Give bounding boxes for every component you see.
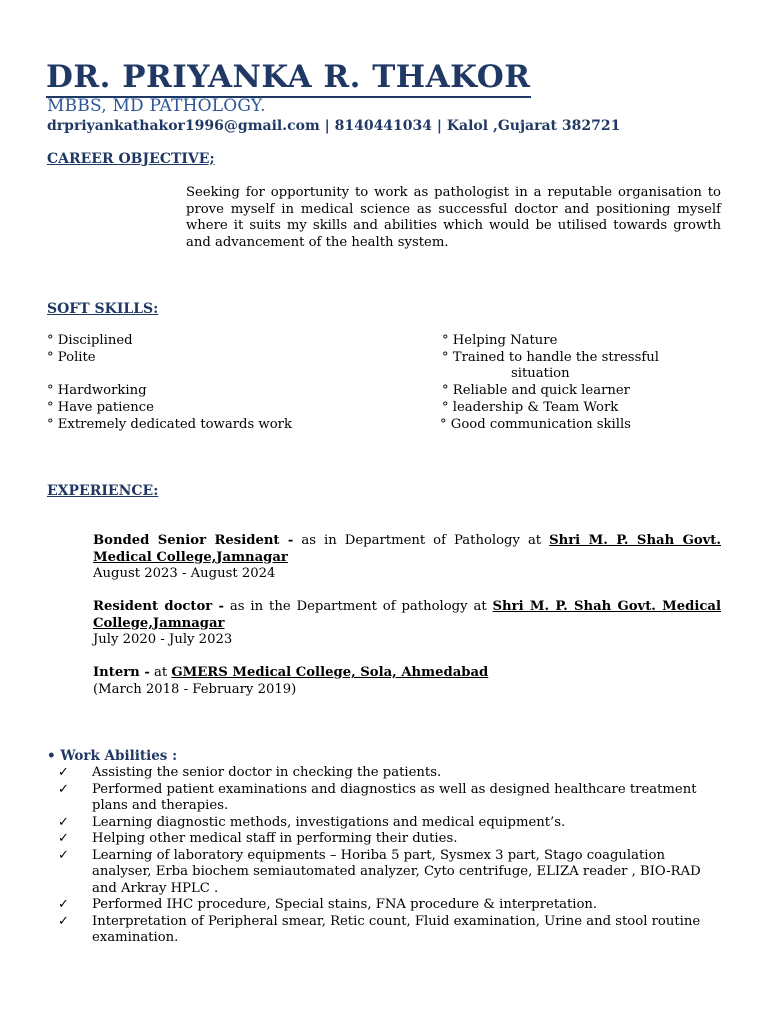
list-item: ✓ Interpretation of Peripheral smear, Retic count, Fluid examination, Urine and stool routine examination. [58,913,701,945]
soft-skill-item: ° Helping Nature [442,333,558,348]
career-objective-heading: CAREER OBJECTIVE; [47,151,215,167]
experience-description: at [149,665,172,680]
experience-role: Intern - [93,665,150,680]
contact-line: drpriyankathakor1996@gmail.com | 8140441034 | Kalol ,Gujarat 382721 [47,118,621,134]
soft-skill-item: ° Good communication skills [440,417,631,432]
experience-description: as in Department of Pathology at [293,533,550,548]
soft-skill-item: ° Disciplined [47,333,133,348]
experience-institution: Shri M. P. Shah Govt. Medical College,Jamnagar [93,599,721,631]
experience-institution: GMERS Medical College, Sola, Ahmedabad [171,665,489,680]
soft-skill-item: ° Extremely dedicated towards work [47,417,292,432]
list-item: ✓ Learning diagnostic methods, investigations and medical equipment’s. [58,814,566,830]
experience-entry [93,665,721,698]
soft-skill-item: ° Trained to handle the stressful [442,350,659,365]
experience-entry [93,533,721,583]
experience-dates: July 2020 - July 2023 [93,632,233,647]
list-item: ✓ Performed patient examinations and diagnostics as well as designed healthcare treatment plans and therapies. [58,781,697,813]
checkmark-icon: ✓ [58,814,70,830]
soft-skill-item: ° Have patience [47,400,154,415]
soft-skills-heading: SOFT SKILLS: [47,301,159,317]
career-objective-text: Seeking for opportunity to work as pathologist in a reputable organisation to prove myself in medical science as successful doctor and positioning myself where it suits my skills and abilities which would be utilised towards growth and advancement of the health system. [186,185,721,250]
soft-skill-item-continued: situation [511,366,570,381]
list-item: ✓ Performed IHC procedure, Special stains, FNA procedure & interpretation. [58,897,598,912]
experience-role-line [93,599,721,632]
experience-role: Resident doctor - [93,599,225,614]
checkmark-icon: ✓ [58,897,70,912]
checkmark-icon: ✓ [58,847,70,863]
list-item: ✓ Helping other medical staff in performing their duties. [58,831,458,846]
experience-role-line [93,665,721,682]
checkmark-icon: ✓ [58,781,70,797]
experience-entry [93,599,721,649]
list-item: ✓ Learning of laboratory equipments – Horiba 5 part, Sysmex 3 part, Stago coagulation analyser, Erba biochem semiautomated analyzer, Cyto centrifuge, ELIZA reader , BIO-RAD and Arkray HPLC . [58,847,701,896]
experience-role: Bonded Senior Resident - [93,533,294,548]
checkmark-icon: ✓ [58,913,70,929]
checkmark-icon: ✓ [58,831,70,846]
soft-skill-item: ° Polite [47,350,96,365]
degree-line: MBBS, MD PATHOLOGY. [47,96,266,116]
experience-role-line [93,533,721,566]
soft-skill-item: ° Reliable and quick learner [442,383,630,398]
experience-institution: Shri M. P. Shah Govt. Medical College,Jamnagar [93,533,721,565]
work-abilities-heading: • Work Abilities : [47,748,178,764]
checkmark-icon: ✓ [58,765,70,780]
list-item: ✓ Assisting the senior doctor in checking the patients. [58,765,442,780]
experience-dates: (March 2018 - February 2019) [93,681,297,697]
experience-description: as in the Department of pathology at [224,599,493,614]
experience-dates: August 2023 - August 2024 [93,566,276,581]
soft-skill-item: ° Hardworking [47,383,147,398]
work-abilities-list [58,765,724,947]
candidate-name: DR. PRIYANKA R. THAKOR [46,58,531,98]
experience-heading: EXPERIENCE: [47,483,159,499]
soft-skill-item: ° leadership & Team Work [442,400,619,415]
